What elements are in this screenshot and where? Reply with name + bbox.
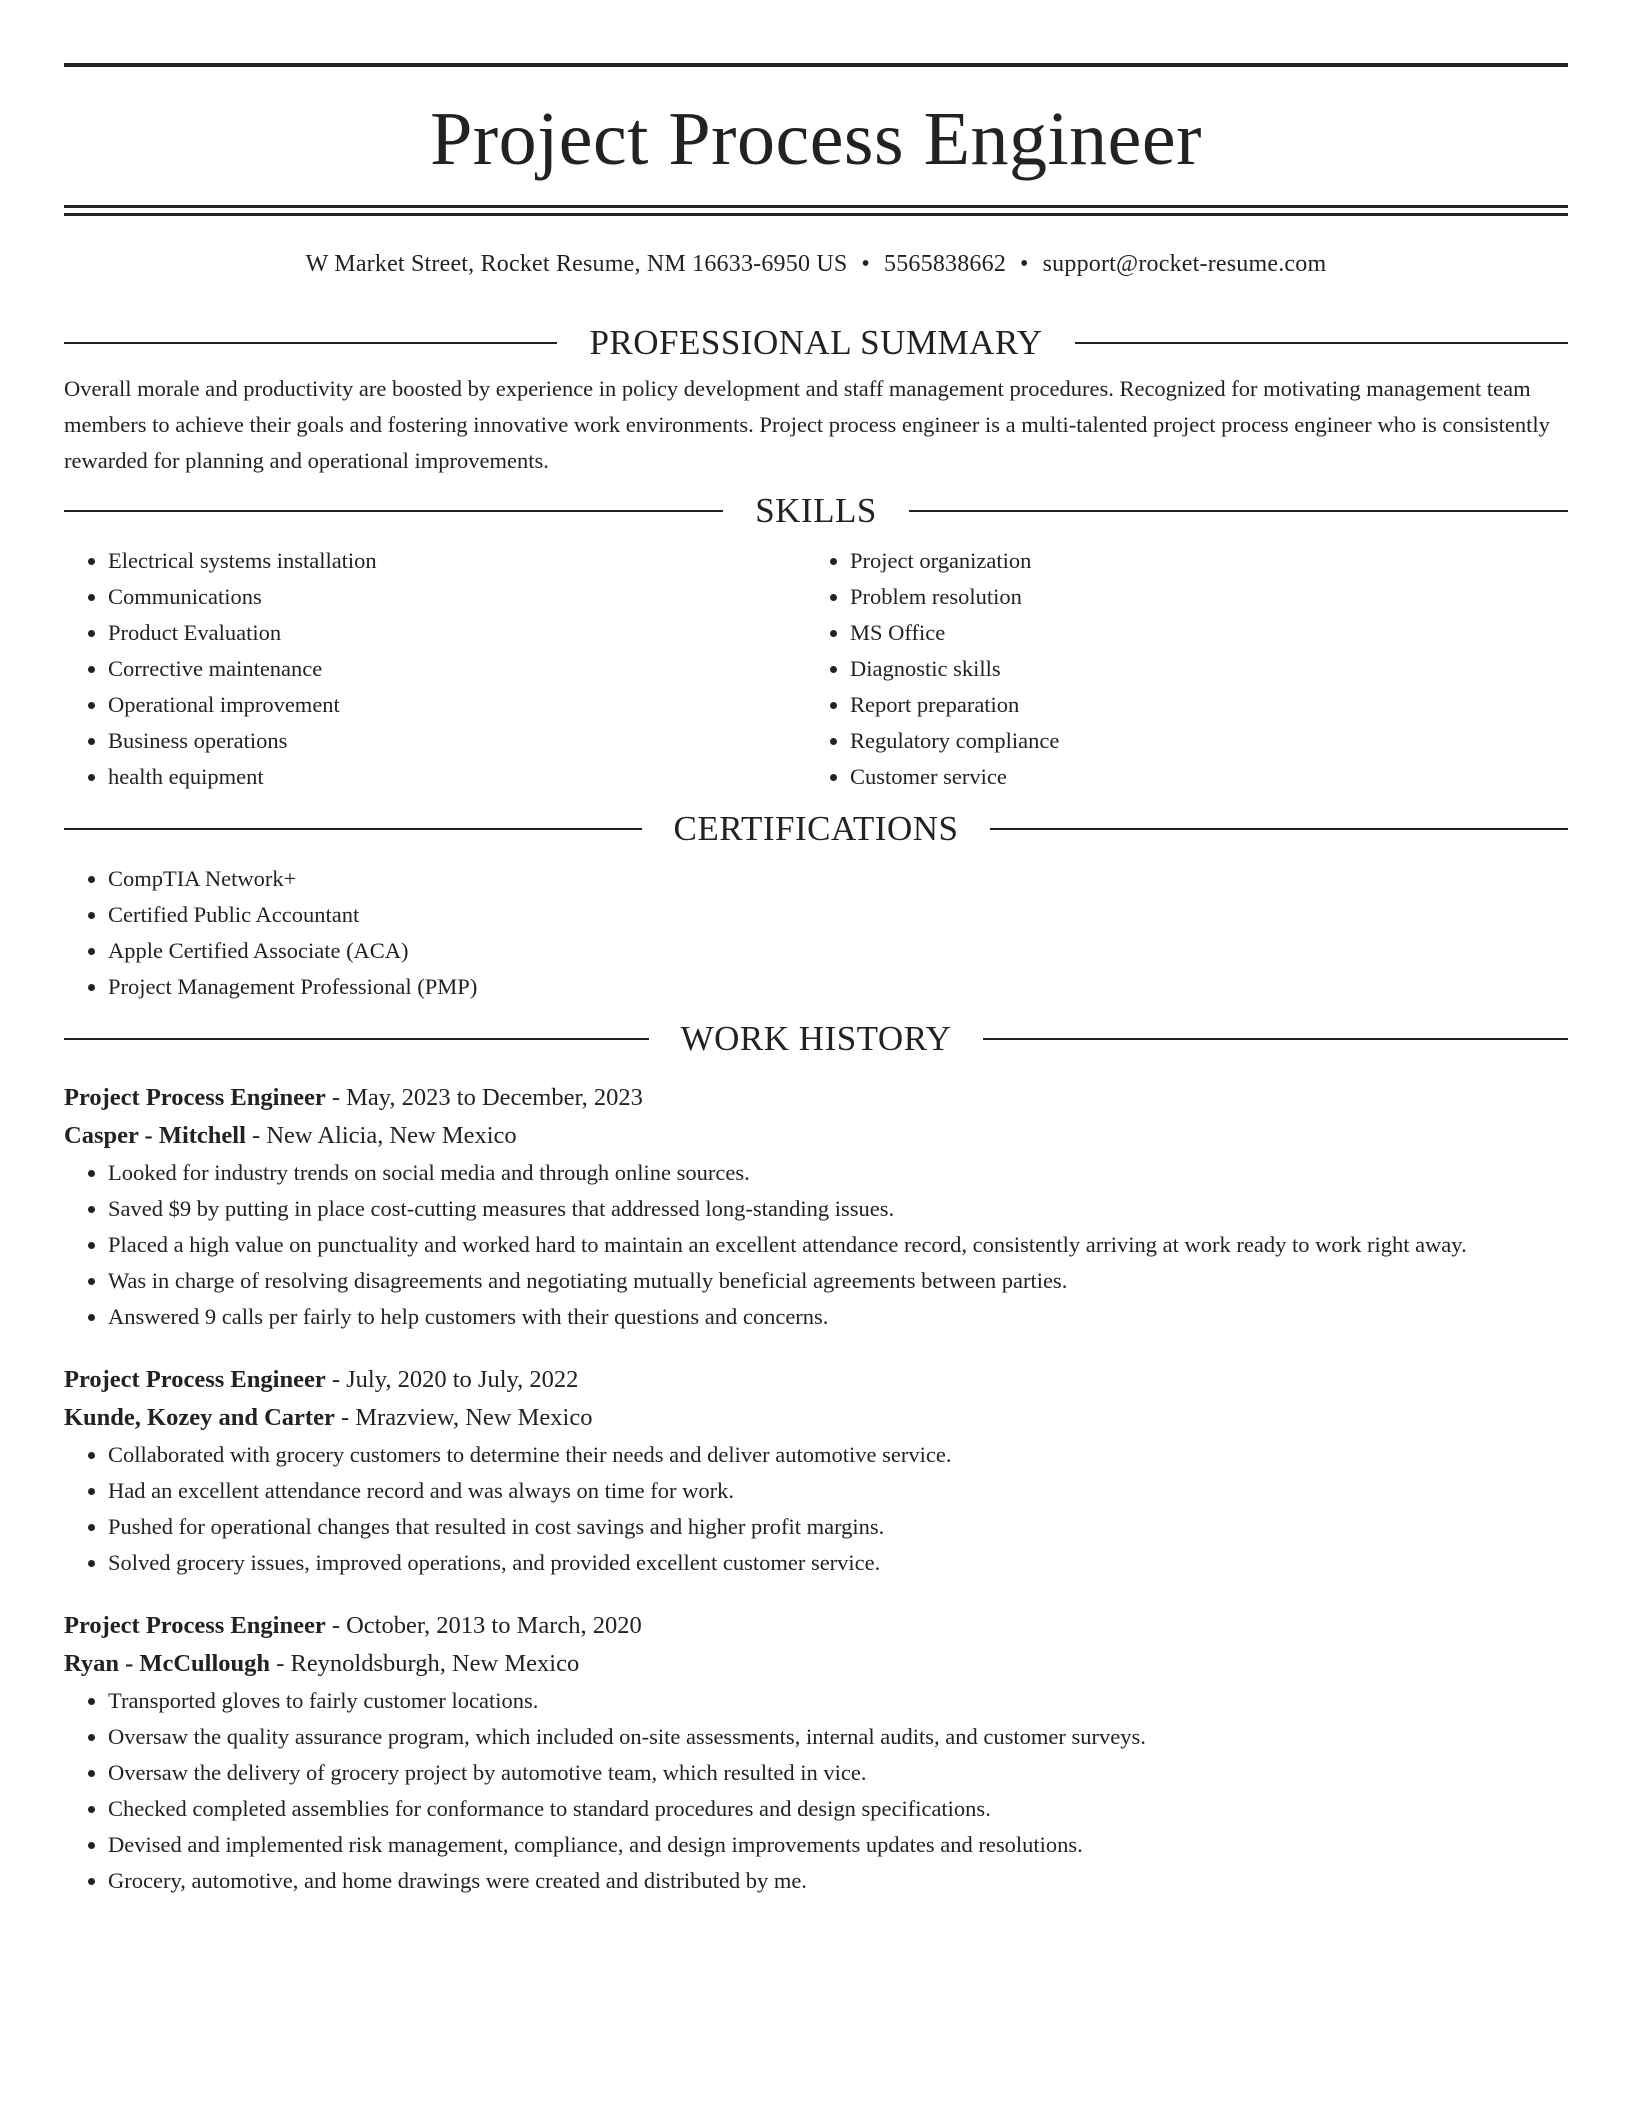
bullet-separator: • bbox=[861, 251, 871, 277]
job-entry bbox=[64, 1079, 1568, 1335]
skill-item: • Communications bbox=[108, 579, 806, 615]
heading-rule bbox=[64, 342, 557, 344]
skill-item: • Product Evaluation bbox=[108, 615, 806, 651]
job-bullet: • Oversaw the delivery of grocery project by automotive team, which resulted in vice. bbox=[108, 1755, 1568, 1791]
job-bullet: • Transported gloves to fairly customer locations. bbox=[108, 1683, 1568, 1719]
job-bullet: • Was in charge of resolving disagreements and negotiating mutually beneficial agreements between parties. bbox=[108, 1263, 1568, 1299]
skill-item: • health equipment bbox=[108, 759, 806, 795]
heading-rule bbox=[64, 1038, 649, 1040]
skill-item: • Corrective maintenance bbox=[108, 651, 806, 687]
skill-item: • Electrical systems installation bbox=[108, 543, 806, 579]
skills-column-right bbox=[806, 543, 1548, 795]
job-dates: - October, 2013 to March, 2020 bbox=[325, 1612, 642, 1639]
summary-heading-text: PROFESSIONAL SUMMARY bbox=[589, 323, 1043, 362]
skill-item: • Customer service bbox=[850, 759, 1548, 795]
skill-item: • MS Office bbox=[850, 615, 1548, 651]
job-location: - New Alicia, New Mexico bbox=[245, 1122, 517, 1149]
job-company-line bbox=[64, 1645, 1568, 1683]
summary-heading bbox=[64, 323, 1568, 363]
job-company: Ryan - McCullough bbox=[64, 1650, 271, 1677]
job-title-line bbox=[64, 1361, 1568, 1399]
certification-item: • Apple Certified Associate (ACA) bbox=[108, 933, 1568, 969]
job-bullet: • Answered 9 calls per fairly to help customers with their questions and concerns. bbox=[108, 1299, 1568, 1335]
job-company-line bbox=[64, 1117, 1568, 1155]
contact-line bbox=[64, 249, 1568, 279]
job-bullet-list bbox=[64, 1155, 1568, 1335]
heading-rule bbox=[909, 510, 1568, 512]
job-company: Casper - Mitchell bbox=[64, 1122, 246, 1149]
certification-item: • Certified Public Accountant bbox=[108, 897, 1568, 933]
heading-rule bbox=[990, 828, 1568, 830]
job-entry bbox=[64, 1607, 1568, 1899]
skills-column-left bbox=[64, 543, 806, 795]
contact-email: support@rocket-resume.com bbox=[1042, 251, 1327, 277]
certification-item: • Project Management Professional (PMP) bbox=[108, 969, 1568, 1005]
job-bullet: • Pushed for operational changes that resulted in cost savings and higher profit margins. bbox=[108, 1509, 1568, 1545]
job-bullet: • Collaborated with grocery customers to determine their needs and deliver automotive service. bbox=[108, 1437, 1568, 1473]
skills-list-right bbox=[806, 543, 1548, 795]
job-bullet-list bbox=[64, 1683, 1568, 1899]
skill-item: • Operational improvement bbox=[108, 687, 806, 723]
heading-rule bbox=[983, 1038, 1568, 1040]
job-bullet: • Had an excellent attendance record and was always on time for work. bbox=[108, 1473, 1568, 1509]
job-location: - Reynoldsburgh, New Mexico bbox=[270, 1650, 580, 1677]
heading-rule bbox=[64, 510, 723, 512]
skill-item: • Problem resolution bbox=[850, 579, 1548, 615]
skill-item: • Report preparation bbox=[850, 687, 1548, 723]
skill-item: • Business operations bbox=[108, 723, 806, 759]
skills-heading-text: SKILLS bbox=[755, 491, 877, 530]
job-bullet: • Checked completed assemblies for conformance to standard procedures and design specifications. bbox=[108, 1791, 1568, 1827]
job-bullet: • Solved grocery issues, improved operations, and provided excellent customer service. bbox=[108, 1545, 1568, 1581]
job-title: Project Process Engineer bbox=[64, 1084, 326, 1111]
work-history-heading-text: WORK HISTORY bbox=[680, 1019, 952, 1058]
top-rule bbox=[64, 63, 1568, 67]
bullet-separator: • bbox=[1020, 251, 1029, 277]
heading-rule bbox=[64, 828, 642, 830]
resume-name: Project Process Engineer bbox=[430, 97, 1202, 181]
work-history-heading bbox=[64, 1019, 1568, 1059]
certifications-list bbox=[64, 861, 1568, 1005]
work-history-list bbox=[64, 1079, 1568, 1899]
job-dates: - May, 2023 to December, 2023 bbox=[325, 1084, 643, 1111]
job-title-line bbox=[64, 1079, 1568, 1117]
contact-phone: 5565838662 bbox=[884, 251, 1007, 277]
heading-rule bbox=[1075, 342, 1568, 344]
double-rule bbox=[64, 205, 1568, 216]
job-title: Project Process Engineer bbox=[64, 1366, 326, 1393]
job-bullet-list bbox=[64, 1437, 1568, 1581]
job-bullet: • Placed a high value on punctuality and worked hard to maintain an excellent attendance record, consistently arriving at work ready to work right away. bbox=[108, 1227, 1568, 1263]
contact-address: W Market Street, Rocket Resume, NM 16633-6950 US bbox=[305, 251, 848, 277]
skills-heading bbox=[64, 491, 1568, 531]
job-bullet: • Grocery, automotive, and home drawings were created and distributed by me. bbox=[108, 1863, 1568, 1899]
job-entry bbox=[64, 1361, 1568, 1581]
job-title-line bbox=[64, 1607, 1568, 1645]
skill-item: • Project organization bbox=[850, 543, 1548, 579]
job-location: - Mrazview, New Mexico bbox=[334, 1404, 593, 1431]
job-bullet: • Devised and implemented risk management, compliance, and design improvements updates and resolutions. bbox=[108, 1827, 1568, 1863]
job-title: Project Process Engineer bbox=[64, 1612, 326, 1639]
job-company: Kunde, Kozey and Carter bbox=[64, 1404, 335, 1431]
certifications-heading-text: CERTIFICATIONS bbox=[673, 809, 959, 848]
skills-list-left bbox=[64, 543, 806, 795]
skill-item: • Regulatory compliance bbox=[850, 723, 1548, 759]
certification-item: • CompTIA Network+ bbox=[108, 861, 1568, 897]
job-dates: - July, 2020 to July, 2022 bbox=[325, 1366, 579, 1393]
summary-text: Overall morale and productivity are boosted by experience in policy development and staff management procedures. Recognized for motivating management team members to achieve their goals and fostering innovative work environments. Project process engineer is a multi-talented project process engineer who is consistently rewarded for planning and operational improvements. bbox=[64, 376, 1550, 473]
job-company-line bbox=[64, 1399, 1568, 1437]
job-bullet: • Oversaw the quality assurance program, which included on-site assessments, internal audits, and customer surveys. bbox=[108, 1719, 1568, 1755]
skill-item: • Diagnostic skills bbox=[850, 651, 1548, 687]
certifications-heading bbox=[64, 809, 1568, 849]
skills-columns bbox=[64, 543, 1568, 795]
job-bullet: • Saved $9 by putting in place cost-cutting measures that addressed long-standing issues. bbox=[108, 1191, 1568, 1227]
job-bullet: • Looked for industry trends on social media and through online sources. bbox=[108, 1155, 1568, 1191]
